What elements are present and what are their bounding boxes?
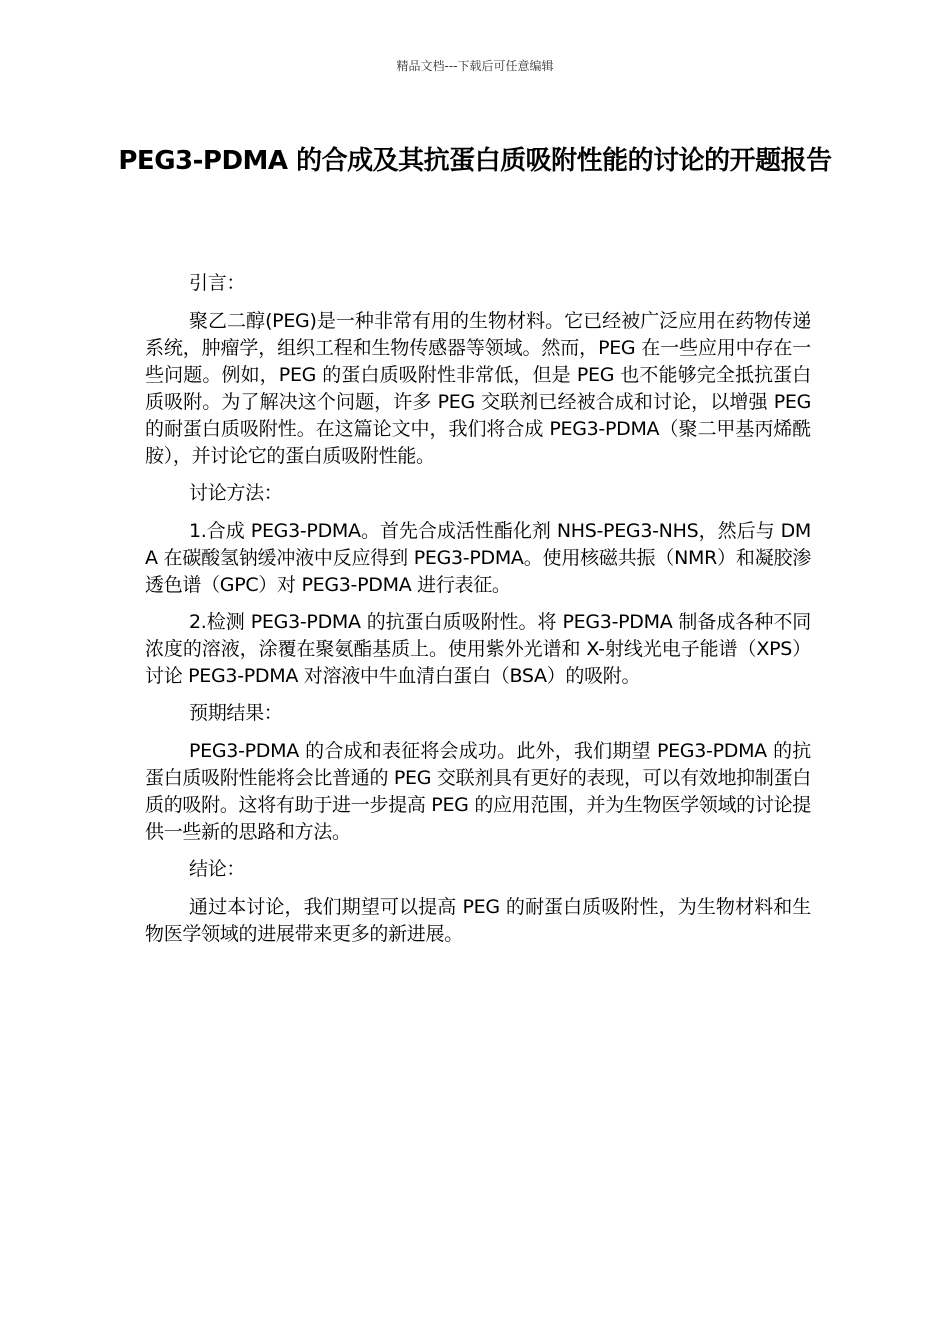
document-body: [145, 270, 811, 958]
methods-paragraph-detection: 2.检测 PEG3-PDMA 的抗蛋白质吸附性。将 PEG3-PDMA 制备成各种不同浓度的溶液，涂覆在聚氨酯基质上。使用紫外光谱和 X-射线光电子能谱（XPS）讨论 PEG3-PDMA 对溶液中牛血清白蛋白（BSA）的吸附。: [145, 611, 811, 687]
section-heading-methods: 讨论方法：: [189, 482, 283, 504]
methods-paragraph-synthesis: 1.合成 PEG3-PDMA。首先合成活性酯化剂 NHS-PEG3-NHS，然后与 DMA 在碳酸氢钠缓冲液中反应得到 PEG3-PDMA。使用核磁共振（NMR）和凝胶渗透色谱（GPC）对 PEG3-PDMA 进行表征。: [145, 520, 811, 596]
section-heading-introduction: 引言：: [189, 272, 246, 294]
conclusion-paragraph: 通过本讨论，我们期望可以提高 PEG 的耐蛋白质吸附性，为生物材料和生物医学领域的进展带来更多的新进展。: [145, 896, 811, 945]
section-heading-expected-results: 预期结果：: [189, 702, 283, 724]
expected-results-paragraph: PEG3-PDMA 的合成和表征将会成功。此外，我们期望 PEG3-PDMA 的抗蛋白质吸附性能将会比普通的 PEG 交联剂具有更好的表现，可以有效地抑制蛋白质的吸附。这将有助于进一步提高 PEG 的应用范围，并为生物医学领域的讨论提供一些新的思路和方法。: [145, 740, 811, 843]
header-note: 精品文档---下载后可任意编辑: [396, 59, 554, 73]
document-title: PEG3-PDMA 的合成及其抗蛋白质吸附性能的讨论的开题报告: [118, 146, 832, 176]
section-heading-conclusion: 结论：: [189, 858, 246, 880]
introduction-paragraph: 聚乙二醇(PEG)是一种非常有用的生物材料。它已经被广泛应用在药物传递系统，肿瘤学，组织工程和生物传感器等领域。然而，PEG 在一些应用中存在一些问题。例如，PEG 的蛋白质吸附性非常低，但是 PEG 也不能够完全抵抗蛋白质吸附。为了解决这个问题，许多 PEG 交联剂已经被合成和讨论，以增强 PEG 的耐蛋白质吸附性。在这篇论文中，我们将合成 PEG3-PDMA（聚二甲基丙烯酰胺），并讨论它的蛋白质吸附性能。: [145, 310, 811, 467]
